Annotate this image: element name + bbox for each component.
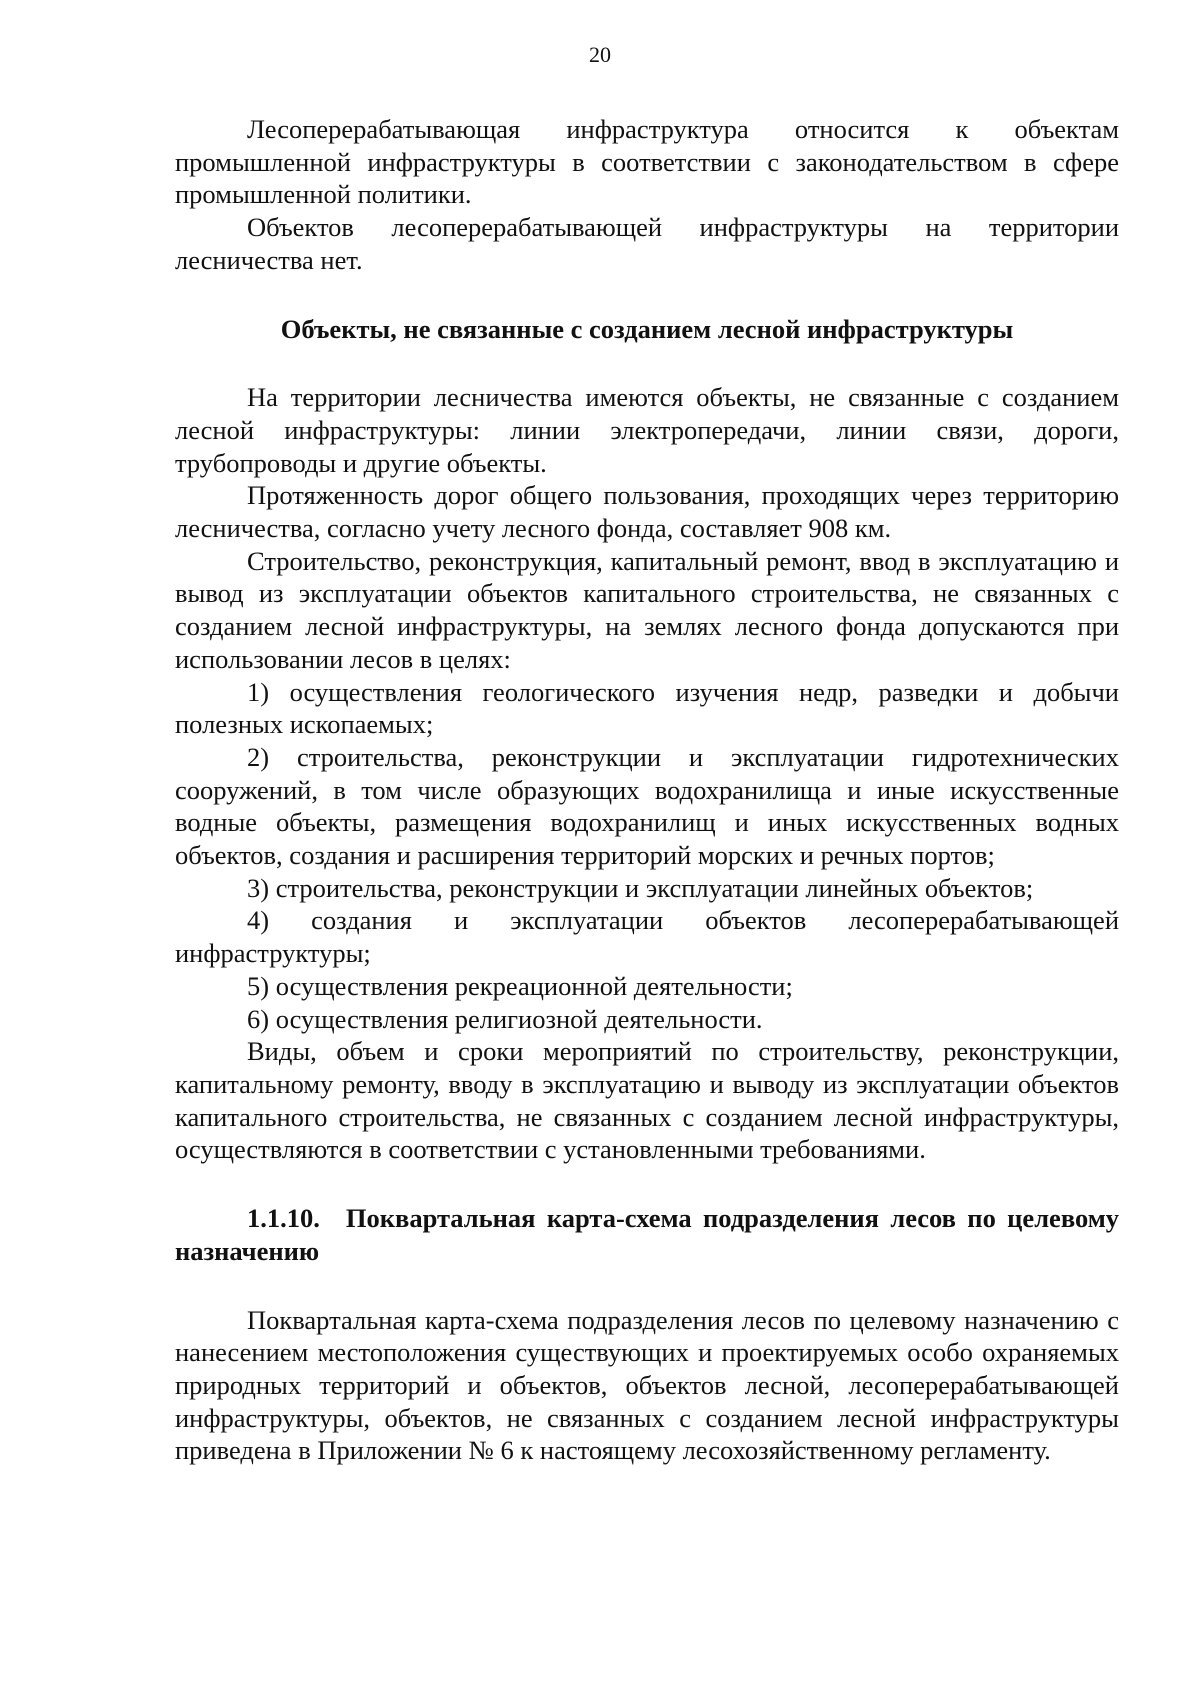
section-number: 1.1.10. [247, 1203, 320, 1234]
paragraph-existing-objects: На территории лесничества имеются объекты, не связанные с созданием лесной инфраструктуры: линии электропередачи, линии связи, дороги, трубопроводы и другие объекты. [175, 382, 1119, 478]
list-item-linear-objects: 3) строительства, реконструкции и эксплуатации линейных объектов; [247, 872, 1034, 903]
section-heading-non-infrastructure-objects: Объекты, не связанные с созданием лесной инфраструктуры [280, 313, 1014, 344]
page-number: 20 [589, 42, 611, 67]
list-item-wood-processing: 4) создания и эксплуатации объектов лесоперерабатывающей инфраструктуры; [175, 905, 1119, 969]
list-item-geology: 1) осуществления геологического изучения недр, разведки и добычи полезных ископаемых; [175, 676, 1119, 740]
paragraph-map-scheme: Поквартальная карта-схема подразделения лесов по целевому назначению с нанесением местоположения существующих и проектируемых особо охраняемых природных территорий и объектов, объектов лесной, лесоперерабатывающей инфраструктуры, объектов, не связанных с созданием лесной инфраструктуры приведена в Приложении № 6 к настоящему лесохозяйственному регламенту. [175, 1304, 1119, 1466]
page-content [175, 113, 1119, 1467]
paragraph-no-objects: Объектов лесоперерабатывающей инфраструктуры на территории лесничества нет. [175, 212, 1119, 275]
paragraph-road-length: Протяженность дорог общего пользования, проходящих через территорию лесничества, согласно учету лесного фонда, составляет 908 км. [175, 480, 1119, 544]
list-item-hydrotechnical: 2) строительства, реконструкции и эксплуатации гидротехнических сооружений, в том числе образующих водохранилища и иные искусственные водные объекты, размещения водохранилищ и иных искусственных водных объектов, создания и расширения территорий морских и речных портов; [175, 741, 1119, 871]
list-item-recreation: 5) осуществления рекреационной деятельности; [247, 970, 793, 1001]
paragraph-construction-purposes: Строительство, реконструкция, капитальный ремонт, ввод в эксплуатацию и вывод из эксплуатации объектов капитального строительства, не связанных с созданием лесной инфраструктуры, на землях лесного фонда допускаются при использовании лесов в целях: [175, 545, 1119, 674]
paragraph-infrastructure-classification: Лесоперерабатывающая инфраструктура относится к объектам промышленной инфраструктуры в соответствии с законодательством в сфере промышленной политики. [175, 114, 1119, 210]
list-item-religious: 6) осуществления религиозной деятельности. [247, 1003, 763, 1034]
section-heading-map-scheme [175, 1202, 1119, 1267]
paragraph-requirements: Виды, объем и сроки мероприятий по строительству, реконструкции, капитальному ремонту, вводу в эксплуатацию и выводу из эксплуатации объектов капитального строительства, не связанных с созданием лесной инфраструктуры, осуществляются в соответствии с установленными требованиями. [175, 1036, 1119, 1165]
section-title: Поквартальная карта-схема подразделения лесов по целевому назначению [175, 1203, 1119, 1266]
